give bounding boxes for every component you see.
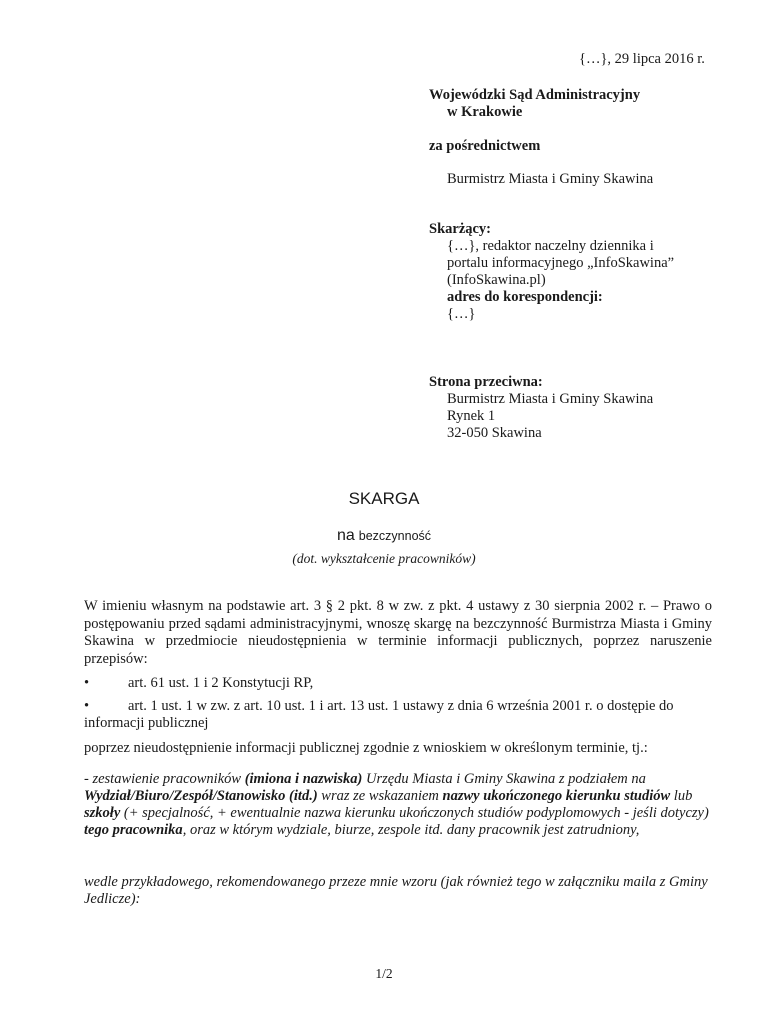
page-number: 1/2 — [375, 966, 393, 981]
request-bold: nazwy ukończonego kierunku studiów — [442, 788, 671, 804]
address-label: adres do korespondencji: — [447, 289, 603, 305]
opponent-line-1: Burmistrz Miasta i Gminy Skawina — [447, 391, 654, 407]
bullet-1-marker: • — [84, 675, 90, 691]
bullet-2-text-2: informacji publicznej — [84, 715, 209, 731]
opponent-line-2: Rynek 1 — [447, 408, 496, 424]
via-label: za pośrednictwem — [429, 138, 541, 154]
bullet-1-text: art. 61 ust. 1 i 2 Konstytucji RP, — [128, 675, 314, 691]
complainant-line-1: {…}, redaktor naczelny dziennika i — [447, 238, 654, 254]
complainant-label: Skarżący: — [429, 221, 492, 237]
subject-note: (dot. wykształcenie pracowników) — [292, 551, 476, 566]
request-bold: Wydział/Biuro/Zespół/Stanowisko (itd.) — [84, 788, 318, 804]
request-paragraph — [84, 771, 712, 839]
after-bullets-text: poprzez nieudostępnienie informacji publicznej zgodnie z wnioskiem w określonym terminie, tj.: — [84, 740, 648, 756]
document-title: SKARGA — [348, 489, 420, 508]
closing-paragraph: wedle przykładowego, rekomendowanego przeze mnie wzoru (jak również tego w załączniku maila z Gminy Jedlicze): — [84, 874, 708, 907]
request-bold: szkoły — [84, 805, 121, 821]
subtitle-rest: bezczynność — [358, 529, 432, 543]
document-date: {…}, 29 lipca 2016 r. — [579, 51, 705, 67]
request-part: , oraz w którym wydziale, biurze, zespole itd. dany pracownik jest zatrudniony, — [182, 822, 640, 838]
request-part: lub — [670, 788, 693, 804]
request-part: Urzędu Miasta i Gminy Skawina z podziałem na — [362, 771, 646, 787]
opponent-label: Strona przeciwna: — [429, 374, 543, 390]
bullet-2-marker: • — [84, 698, 90, 714]
complainant-line-3: (InfoSkawina.pl) — [447, 272, 546, 288]
court-name: Wojewódzki Sąd Administracyjny — [429, 87, 641, 103]
subtitle-na: na — [336, 527, 355, 544]
request-bold: tego pracownika — [84, 822, 183, 838]
document-subtitle — [0, 527, 768, 545]
bullet-2-text-1: art. 1 ust. 1 w zw. z art. 10 ust. 1 i art. 13 ust. 1 ustawy z dnia 6 września 2001 r. o dostępie do — [128, 698, 674, 714]
intro-paragraph: W imieniu własnym na podstawie art. 3 § 2 pkt. 8 w zw. z pkt. 4 ustawy z 30 sierpnia 2002 r. – Prawo o postępowaniu przed sądami administracyjnymi, wnoszę skargę na bezczynność Burmistrza Miasta i Gminy Skawina w przedmiocie nieudostępnienia w terminie informacji publicznych, poprzez naruszenie przepisów: — [84, 598, 712, 667]
opponent-line-3: 32-050 Skawina — [447, 425, 542, 441]
via-name: Burmistrz Miasta i Gminy Skawina — [447, 171, 654, 187]
address-value: {…} — [447, 306, 476, 322]
complainant-line-2: portalu informacyjnego „InfoSkawina” — [447, 255, 675, 271]
request-part: (+ specjalność, + ewentualnie nazwa kierunku ukończonych studiów podyplomowych - jeśli dotyczy) — [120, 805, 709, 821]
request-part: wraz ze wskazaniem — [317, 788, 443, 804]
request-part: - zestawienie pracowników — [84, 771, 245, 787]
court-city: w Krakowie — [447, 104, 523, 120]
request-bold: (imiona i nazwiska) — [244, 771, 363, 787]
